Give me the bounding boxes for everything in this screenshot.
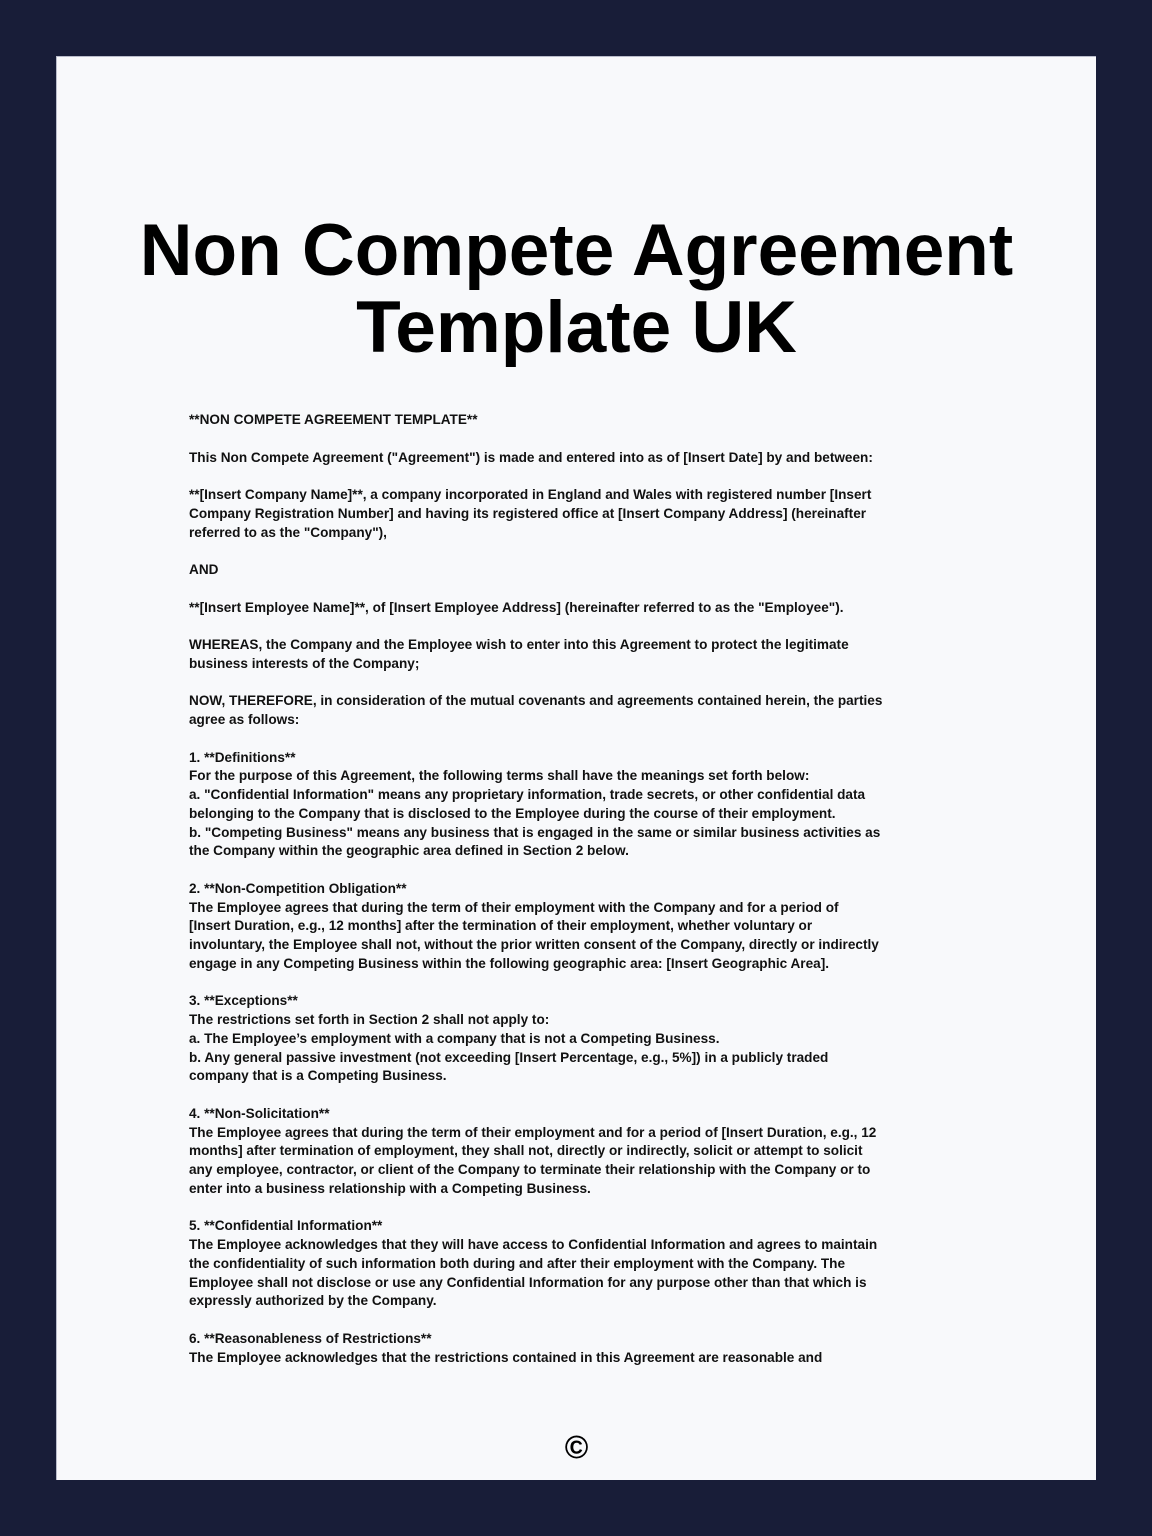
text-line: The Employee agrees that during the term of their employment and for a period of [Insert Duration, e.g., 12 — [189, 1124, 877, 1140]
blank-line — [189, 1311, 989, 1330]
text-line: 1. **Definitions** — [189, 749, 296, 765]
text-line: expressly authorized by the Company. — [189, 1293, 437, 1309]
text-line: 4. **Non-Solicitation** — [189, 1105, 330, 1121]
document-title — [57, 212, 1096, 366]
text-line: [Insert Duration, e.g., 12 months] after the termination of their employment, whether voluntary or — [189, 918, 813, 934]
blank-line — [189, 430, 989, 449]
text-line: a. The Employee’s employment with a company that is not a Competing Business. — [189, 1030, 720, 1046]
blank-line — [189, 1199, 989, 1218]
text-line: the confidentiality of such information both during and after their employment with the Company. The — [189, 1255, 846, 1271]
text-line: engage in any Competing Business within the following geographic area: [Insert Geographic Area]. — [189, 955, 830, 971]
text-line: Company Registration Number] and having its registered office at [Insert Company Address] (hereinafter — [189, 505, 867, 521]
text-line: The Employee acknowledges that the restrictions contained in this Agreement are reasonable and — [189, 1349, 823, 1365]
text-line: The Employee acknowledges that they will have access to Confidential Information and agrees to maintain — [189, 1237, 878, 1252]
text-line: The Employee agrees that during the term of their employment with the Company and for a period of — [189, 899, 839, 915]
blank-line — [189, 580, 989, 599]
text-line: The restrictions set forth in Section 2 shall not apply to: — [189, 1012, 550, 1027]
text-line: b. "Competing Business" means any business that is engaged in the same or similar business activities as — [189, 824, 881, 840]
text-line: **[Insert Employee Name]**, of [Insert Employee Address] (hereinafter referred to as the "Employee"). — [189, 599, 844, 615]
text-line: AND — [189, 562, 219, 577]
text-line: enter into a business relationship with a Competing Business. — [189, 1180, 591, 1196]
text-line: Employee shall not disclose or use any Confidential Information for any purpose other than that which is — [189, 1274, 867, 1290]
agreement-body — [189, 411, 989, 1367]
text-line: For the purpose of this Agreement, the following terms shall have the meanings set forth below: — [189, 768, 810, 784]
text-line: b. Any general passive investment (not exceeding [Insert Percentage, e.g., 5%]) in a publicly traded — [189, 1049, 829, 1065]
blank-line — [189, 542, 989, 561]
text-line: **NON COMPETE AGREEMENT TEMPLATE** — [189, 412, 478, 427]
text-line: **[Insert Company Name]**, a company incorporated in England and Wales with registered number [Insert — [189, 487, 872, 502]
blank-line — [189, 617, 989, 636]
blank-line — [189, 674, 989, 693]
text-line: agree as follows: — [189, 712, 300, 727]
text-line: WHEREAS, the Company and the Employee wish to enter into this Agreement to protect the legitimate — [189, 637, 849, 652]
text-line: 5. **Confidential Information** — [189, 1218, 383, 1234]
text-line: referred to as the "Company"), — [189, 524, 387, 540]
text-line: company that is a Competing Business. — [189, 1068, 447, 1084]
text-line: 2. **Non-Competition Obligation** — [189, 880, 407, 896]
text-line: 6. **Reasonableness of Restrictions** — [189, 1330, 432, 1346]
text-line: any employee, contractor, or client of the Company to terminate their relationship with the Company or to — [189, 1162, 871, 1177]
text-line: belonging to the Company that is disclosed to the Employee during the course of their employment. — [189, 805, 836, 821]
blank-line — [189, 730, 989, 749]
blank-line — [189, 467, 989, 486]
copyright-icon: © — [564, 1429, 589, 1465]
text-line: business interests of the Company; — [189, 655, 420, 671]
text-line: the Company within the geographic area defined in Section 2 below. — [189, 843, 629, 859]
blank-line — [189, 861, 989, 880]
text-line: This Non Compete Agreement ("Agreement") is made and entered into as of [Insert Date] by and between: — [189, 449, 873, 465]
document-page — [56, 56, 1096, 1480]
blank-line — [189, 974, 989, 993]
blank-line — [189, 1086, 989, 1105]
title-line-2: Template UK — [356, 287, 797, 368]
text-line: NOW, THEREFORE, in consideration of the mutual covenants and agreements contained herein, the parties — [189, 693, 883, 709]
text-line: a. "Confidential Information" means any proprietary information, trade secrets, or other confidential data — [189, 787, 866, 802]
text-line: involuntary, the Employee shall not, without the prior written consent of the Company, directly or indirectly — [189, 937, 879, 952]
text-line: months] after termination of employment, they shall not, directly or indirectly, solicit or attempt to solicit — [189, 1143, 863, 1159]
title-line-1: Non Compete Agreement — [139, 210, 1014, 291]
text-line: 3. **Exceptions** — [189, 993, 298, 1009]
